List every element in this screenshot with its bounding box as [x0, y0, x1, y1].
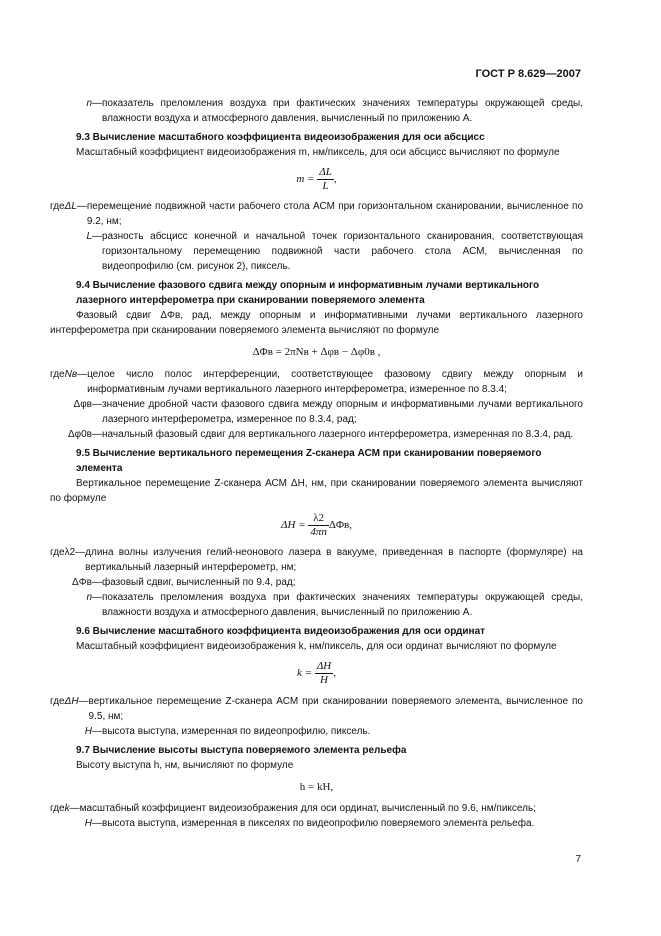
- section-intro-9-5: Вертикальное перемещение Z-сканера АСМ ΔH, нм, при сканировании поверяемого элемента вычисляют по формуле: [50, 477, 583, 504]
- section-heading-9-4: 9.4 Вычисление фазового сдвига между опорным и информативным лучами вертикального лазерного интерферометра при сканировании поверяемого элемента: [76, 280, 540, 307]
- page-number: 7: [575, 854, 581, 865]
- definition-h: H — высота выступа, измеренная по видеопрофилю, пиксель.: [50, 724, 583, 739]
- definition-text: перемещение подвижной части рабочего стола АСМ при горизонтальном сканировании, вычисленное по 9.2, нм;: [86, 201, 583, 228]
- definition-delta-phi: Δφв — значение дробной части фазового сдвига между опорным и информативными лучами вертикального лазерного интерферометра, измеренное по 8.3.4, рад;: [73, 398, 583, 425]
- definition-lambda: где λ2 — длина волны излучения гелий-неонового лазера в вакууме, приведенная в паспорте (формуляре) на вертикальный лазерный интерферометр, нм;: [50, 547, 583, 574]
- definition-l: L — разность абсцисс конечной и начальной точек горизонтального сканирования, соответствующая горизонтальному перемещению подвижной части рабочего стола АСМ, вычисленная по видеопрофилю (см. рисунок 2), пиксель.: [86, 231, 583, 273]
- document-header: ГОСТ Р 8.629—2007: [475, 68, 581, 80]
- definition-h-2: H — высота выступа, измеренная в пикселях по видеопрофилю поверяемого элемента рельефа.: [50, 816, 583, 831]
- section-heading-9-3: 9.3 Вычисление масштабного коэффициента видеоизображения для оси абсцисс: [76, 132, 485, 143]
- section-heading-9-5: 9.5 Вычисление вертикального перемещения Z-сканера АСМ при сканировании поверяемого элемента: [76, 447, 542, 474]
- formula-k: k = $\frac{\Delta H}{H}$ ,: [297, 660, 336, 687]
- section-heading-9-6: 9.6 Вычисление масштабного коэффициента видеоизображения для оси ординат: [76, 626, 486, 638]
- section-heading-9-7: 9.7 Вычисление высоты выступа поверяемого элемента рельефа: [76, 744, 407, 756]
- formula-h: h = kH,: [299, 780, 334, 793]
- definition-k: где k — масштабный коэффициент видеоизображения для оси ординат, вычисленный по 9.6, нм/пиксель;: [50, 801, 583, 816]
- definition-n-b: где Nв — целое число полос интерференции, соответствующее фазовому сдвигу между опорным и информативным лучами вертикального лазерного интерферометра, измеренное по 8.3.4;: [50, 368, 583, 395]
- definition-text: разность абсцисс конечной и начальной точек горизонтального сканирования, соответствующая горизонтальному перемещению подвижной части рабочего стола АСМ, вычисленная по видеопрофилю (см. рисунок 2), пиксель.: [102, 231, 583, 273]
- definition-text: вертикальное перемещение Z-сканера АСМ при сканировании поверяемого элемента, вычисленное по 9.5, нм;: [88, 695, 583, 722]
- definition-n-2: n — показатель преломления воздуха при фактических значениях температуры окружающей среды, влажности воздуха и атмосферного давления, вычисленный по приложению А.: [86, 592, 583, 619]
- section-intro-9-4: Фазовый сдвиг ΔΦв, рад, между опорным и информативными лучами вертикального лазерного интерферометра при сканировании поверяемого элемента вычисляют по формуле: [50, 310, 583, 337]
- definition-delta-h: где ΔH — вертикальное перемещение Z-сканера АСМ при сканировании поверяемого элемента, вычисленное по 9.5, нм;: [50, 695, 583, 722]
- section-intro-9-6: Масштабный коэффициент видеоизображения k, нм/пиксель, для оси ординат вычисляют по формуле: [76, 641, 557, 653]
- fraction: $\frac{\Delta H}{H}$: [316, 660, 332, 687]
- definition-text: фазовый сдвиг, вычисленный по 9.4, рад;: [102, 577, 296, 589]
- section-intro-9-7: Высоту выступа h, нм, вычисляют по формуле: [76, 759, 294, 771]
- definition-text: начальный фазовый сдвиг для вертикального лазерного интерферометра, измеренная по 8.3.4, рад.: [102, 428, 574, 440]
- formula-m: m = $\frac{\Delta L}{L}$ ,: [296, 166, 337, 193]
- definition-delta-phi-b: ΔΦв — фазовый сдвиг, вычисленный по 9.4, рад;: [50, 575, 583, 590]
- fraction: $\frac{\Delta L}{L}$: [319, 166, 332, 193]
- page-content: [50, 96, 583, 831]
- definition-text: длина волны излучения гелий-неонового лазера в вакууме, приведенная в паспорте (формуляре) на вертикальный лазерный интерферометр, нм;: [85, 547, 583, 574]
- definition-n: n — показатель преломления воздуха при фактических значениях температуры окружающей среды, влажности воздуха и атмосферного давления, вычисленный по приложению А.: [86, 98, 583, 124]
- fraction: $\frac{\lambda 2}{4\pi n}$: [310, 511, 327, 539]
- definition-text: масштабный коэффициент видеоизображения для оси ординат, вычисленный по 9.6, нм/пиксель;: [79, 803, 536, 815]
- formula-delta-h: ΔH = $\frac{\lambda 2}{4\pi n}$ ΔΦв,: [281, 511, 352, 539]
- definition-text: показатель преломления воздуха при фактических значениях температуры окружающей среды, влажности воздуха и атмосферного давления, вычисленный по приложению А.: [102, 592, 583, 619]
- definition-text: целое число полос интерференции, соответствующее фазовому сдвигу между опорным и информативным лучами вертикального лазерного интерферометра, измеренное по 8.3.4;: [87, 368, 583, 395]
- definition-delta-l: где ΔL — перемещение подвижной части рабочего стола АСМ при горизонтальном сканировании, вычисленное по 9.2, нм;: [50, 201, 583, 228]
- formula-phase-shift: ΔΦв = 2πNв + Δφв − Δφ0в ,: [252, 346, 381, 359]
- definition-text: значение дробной части фазового сдвига между опорным и информативными лучами вертикального лазерного интерферометра, измеренное по 8.3.4, рад;: [102, 398, 583, 425]
- definition-text: высота выступа, измеренная в пикселях по видеопрофилю поверяемого элемента рельефа.: [102, 818, 535, 830]
- definition-text: показатель преломления воздуха при фактических значениях температуры окружающей среды, влажности воздуха и атмосферного давления, вычисленный по приложению А.: [102, 98, 583, 124]
- definition-delta-phi0: Δφ0в — начальный фазовый сдвиг для вертикального лазерного интерферометра, измеренная по 8.3.4, рад.: [50, 427, 583, 442]
- section-intro-9-3: Масштабный коэффициент видеоизображения m, нм/пиксель, для оси абсцисс вычисляют по формуле: [76, 147, 560, 158]
- definition-text: высота выступа, измеренная по видеопрофилю, пиксель.: [102, 725, 371, 737]
- definition-symbol: n: [86, 98, 92, 109]
